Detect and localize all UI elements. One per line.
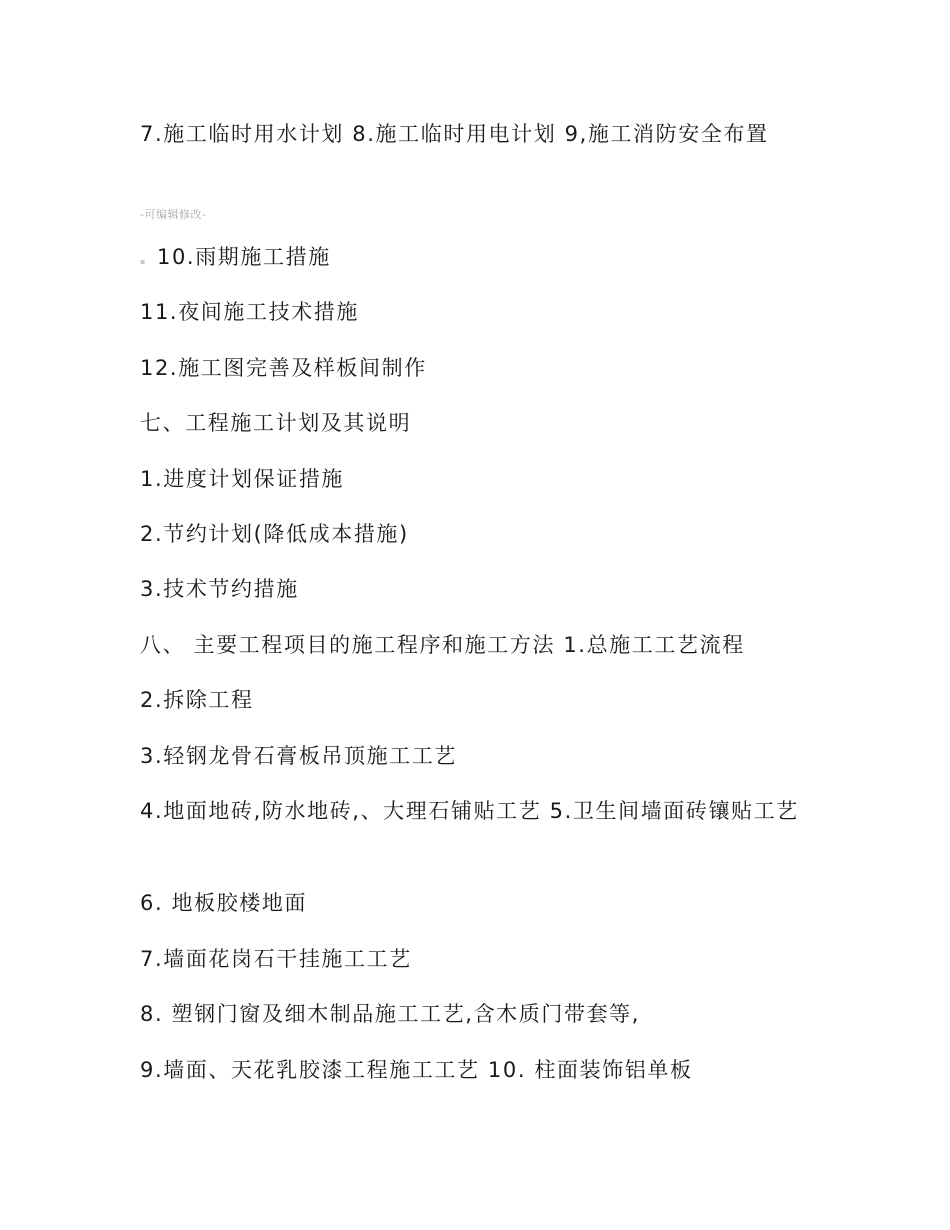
text-line-4: 12.施工图完善及样板间制作 <box>140 356 427 380</box>
text-line-1: 7.施工临时用水计划 8.施工临时用电计划 9,施工消防安全布置 <box>140 122 769 146</box>
text-line-11: 3.轻钢龙骨石膏板吊顶施工工艺 <box>140 744 458 768</box>
editable-watermark: -可编辑修改- <box>140 208 207 221</box>
text-line-7: 2.节约计划(降低成本措施) <box>140 522 409 546</box>
section-heading-7: 七、工程施工计划及其说明 <box>140 411 412 435</box>
text-line-12: 4.地面地砖,防水地砖,、大理石铺贴工艺 5.卫生间墙面砖镶贴工艺 <box>140 799 799 823</box>
text-line-6: 1.进度计划保证措施 <box>140 467 345 491</box>
section-heading-8: 八、 主要工程项目的施工程序和施工方法 1.总施工工艺流程 <box>140 633 745 657</box>
text-line-16: 9.墙面、天花乳胶漆工程施工工艺 10. 柱面装饰铝单板 <box>140 1058 693 1082</box>
text-line-15: 8. 塑钢门窗及细木制品施工工艺,含木质门带套等, <box>140 1002 641 1026</box>
text-line-8: 3.技术节约措施 <box>140 577 299 601</box>
text-line-13: 6. 地板胶楼地面 <box>140 891 308 915</box>
text-line-2: 10.雨期施工措施 <box>157 245 331 269</box>
text-line-10: 2.拆除工程 <box>140 688 254 712</box>
bullet-mark: ▪ <box>140 257 146 266</box>
text-line-14: 7.墙面花岗石干挂施工工艺 <box>140 947 412 971</box>
text-line-3: 11.夜间施工技术措施 <box>140 300 359 324</box>
